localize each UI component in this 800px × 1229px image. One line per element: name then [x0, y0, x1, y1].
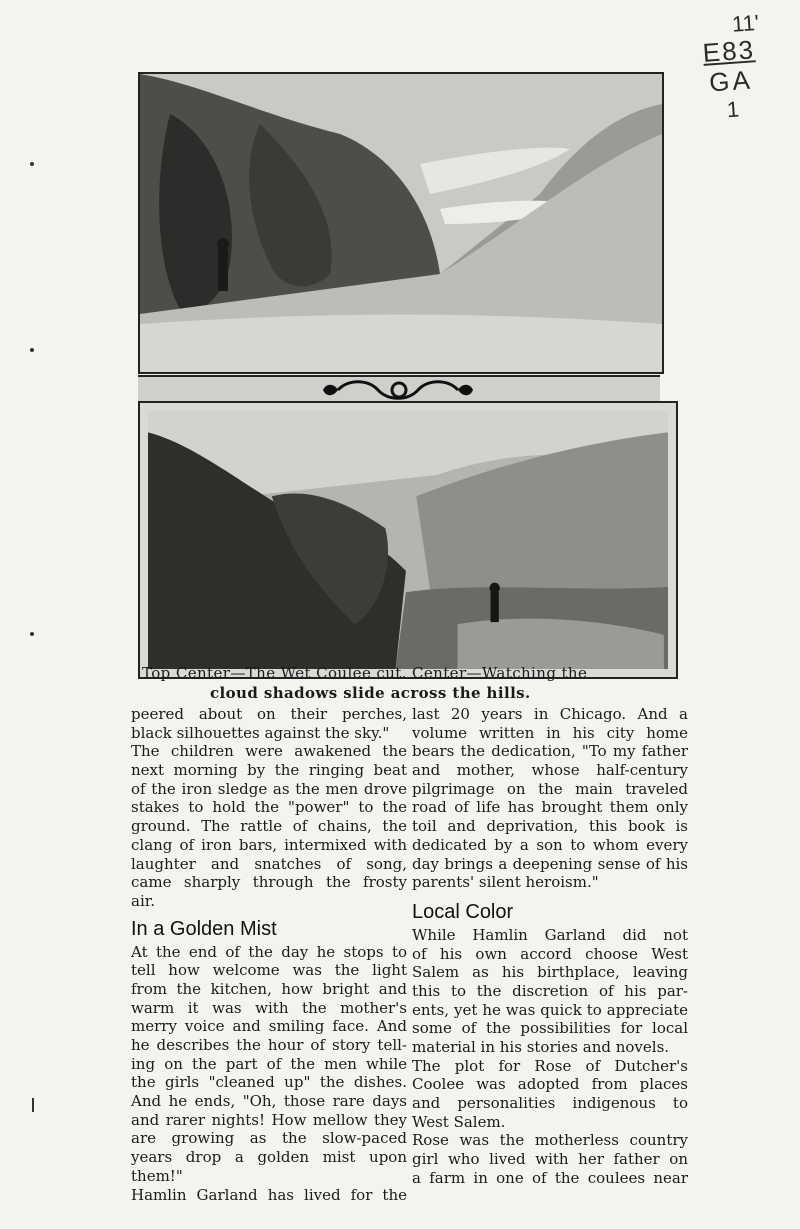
margin-mark — [32, 1098, 34, 1112]
text-line: a farm in one of the coulees near — [412, 1168, 688, 1187]
text-line: years drop a golden mist upon — [131, 1148, 407, 1167]
text-line: clang of iron bars, intermixed with — [131, 835, 407, 854]
text-line: and mother, whose half-century — [412, 761, 688, 780]
text-line: he describes the hour of story tell- — [131, 1036, 407, 1054]
text-line: dedicated by a son to whom every — [412, 835, 688, 854]
text-line: Rose was the motherless country — [412, 1131, 688, 1150]
text-line: peered about on their perches, — [131, 705, 407, 723]
text-line: laughter and snatches of song, — [131, 854, 407, 873]
text-line: And he ends, "Oh, those rare days — [131, 1092, 407, 1111]
text-line: day brings a deepening sense of his — [412, 854, 688, 873]
caption-line: Top Center—The Wet Coulee cut. Center—Watching the — [142, 664, 588, 682]
text-line: the girls "cleaned up" the dishes. — [131, 1073, 407, 1092]
section-heading: Local Color — [412, 900, 514, 923]
article-column-left — [131, 705, 407, 1204]
text-line: tell how welcome was the light — [131, 961, 407, 980]
photo-cloud-shadows-image — [148, 411, 668, 669]
text-line: black silhouettes against the sky." — [131, 723, 390, 742]
text-line: ing on the part of the men while — [131, 1054, 407, 1073]
text-line: of the iron sledge as the men drove — [131, 779, 407, 798]
margin-mark — [30, 162, 34, 166]
photo-wet-coulee-cut — [138, 72, 664, 374]
paragraph — [412, 926, 688, 1057]
text-line: of his own accord choose West — [412, 944, 688, 963]
text-line: While Hamlin Garland did not — [412, 925, 688, 944]
paragraph — [412, 1057, 688, 1132]
photo-caption — [132, 663, 662, 703]
text-line: next morning by the ringing beat — [131, 761, 407, 780]
scroll-ornament-icon — [138, 377, 660, 403]
handwritten-catalog-annotation — [686, 9, 774, 125]
text-line: The plot for Rose of Dutcher's — [412, 1056, 688, 1075]
ornamental-divider — [138, 375, 660, 405]
text-line: toil and deprivation, this book is — [412, 817, 688, 836]
margin-mark — [30, 348, 34, 352]
photo-cloud-shadows — [140, 403, 676, 677]
margin-mark — [30, 632, 34, 636]
annotation-line: GA — [708, 64, 754, 98]
text-line: warm it was with the mother's — [131, 998, 407, 1017]
paragraph — [131, 705, 407, 742]
text-line: Hamlin Garland has lived for the — [131, 1185, 407, 1204]
text-line: this to the discretion of his par- — [412, 981, 688, 1000]
text-line: from the kitchen, how bright and — [131, 979, 407, 998]
paragraph — [131, 742, 407, 910]
text-line: volume written in his city home — [412, 723, 688, 742]
text-line: ents, yet he was quick to appreciate — [412, 1000, 688, 1019]
text-line: road of life has brought them only — [412, 798, 688, 817]
text-line: some of the possibilities for local — [412, 1019, 688, 1038]
photo-wet-coulee-cut-image — [140, 74, 662, 372]
text-line: came sharply through the frosty — [131, 873, 407, 892]
text-line: them!" — [131, 1166, 183, 1185]
text-line: air. — [131, 891, 156, 910]
text-line: merry voice and smiling face. And — [131, 1017, 407, 1036]
annotation-line: 1 — [725, 96, 740, 123]
caption-line: cloud shadows slide across the hills. — [210, 684, 531, 702]
article-column-right — [412, 705, 688, 1188]
text-line: bears the dedication, "To my father — [412, 742, 688, 761]
text-line: last 20 years in Chicago. And a — [412, 705, 688, 723]
text-line: are growing as the slow-paced — [131, 1129, 407, 1148]
paragraph — [412, 705, 688, 892]
annotation-line: E83 — [701, 34, 756, 69]
text-line: Salem as his birthplace, leaving — [412, 963, 688, 982]
text-line: Coolee was adopted from places — [412, 1075, 688, 1094]
text-line: At the end of the day he stops to — [131, 942, 407, 961]
annotation-line: 11' — [731, 9, 760, 37]
text-line: West Salem. — [412, 1112, 506, 1131]
text-line: and rarer nights! How mellow they — [131, 1110, 407, 1129]
text-line: stakes to hold the "power" to the — [131, 798, 407, 817]
text-line: parents' silent heroism." — [412, 873, 599, 892]
text-line: material in his stories and novels. — [412, 1038, 670, 1056]
paragraph — [131, 1186, 407, 1205]
paragraph — [131, 943, 407, 1186]
text-line: girl who lived with her father on — [412, 1150, 688, 1169]
text-line: pilgrimage on the main traveled — [412, 779, 688, 798]
text-line: and personalities indigenous to — [412, 1094, 688, 1113]
section-heading: In a Golden Mist — [131, 917, 277, 940]
paragraph — [412, 1131, 688, 1187]
text-line: ground. The rattle of chains, the — [131, 817, 407, 836]
text-line: The children were awakened the — [131, 742, 407, 761]
